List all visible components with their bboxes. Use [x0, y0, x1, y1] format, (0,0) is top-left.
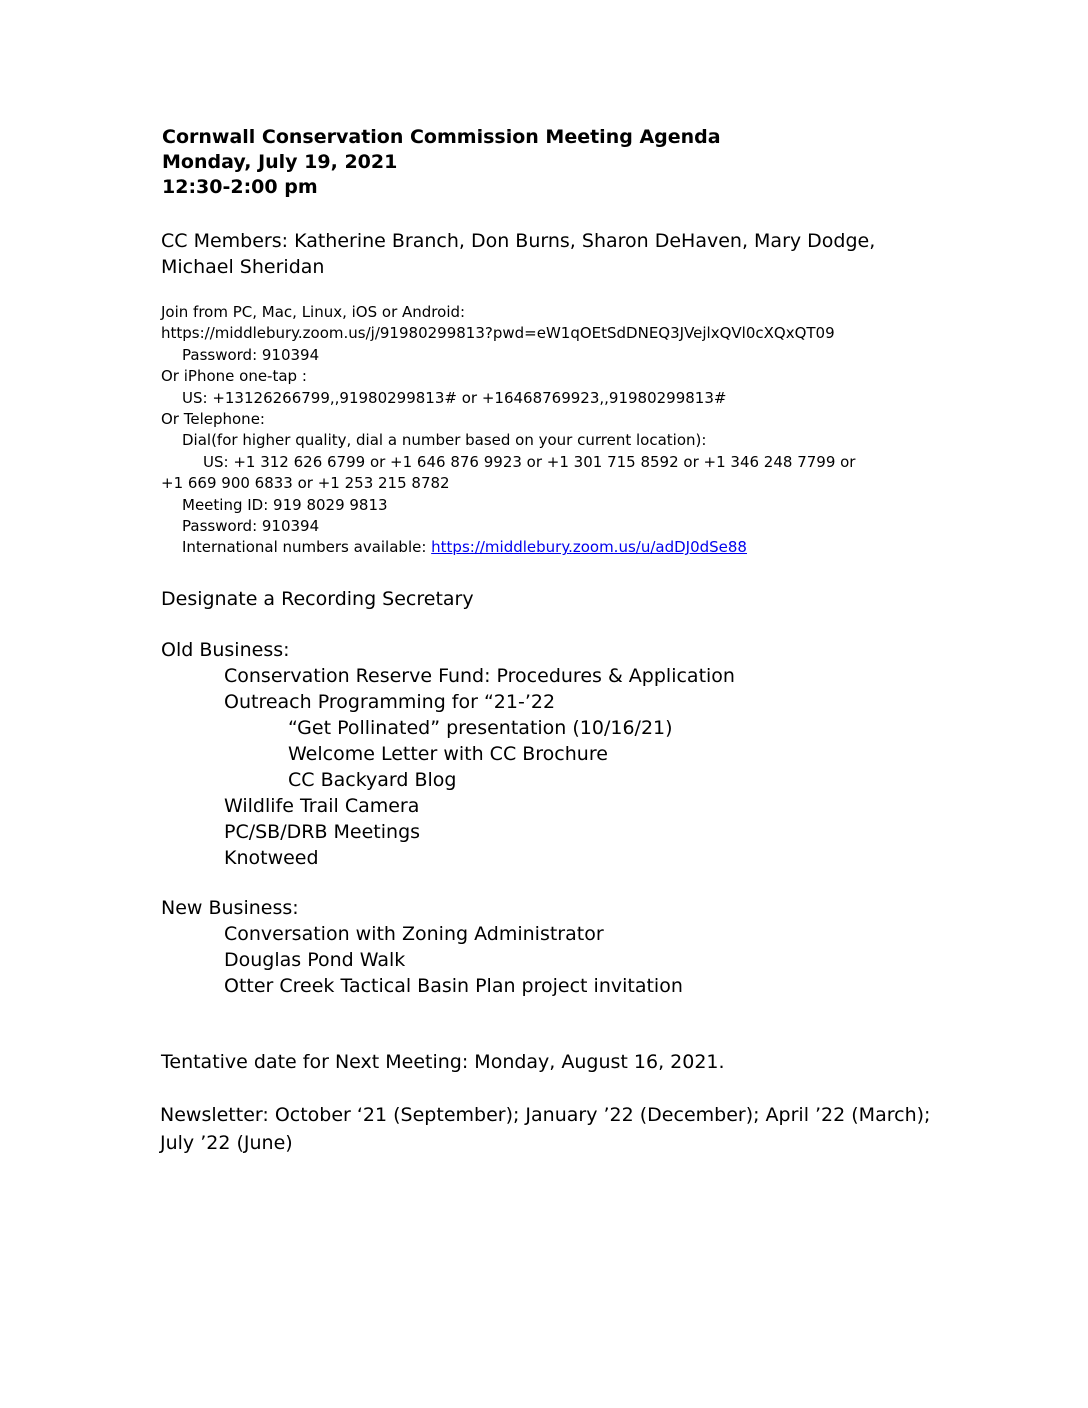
designate-secretary: Designate a Recording Secretary	[161, 588, 474, 610]
iphone-numbers: US: +13126266799,,91980299813# or +16468769923,,91980299813#	[182, 388, 727, 407]
old-business-section	[161, 637, 735, 871]
next-meeting: Tentative date for Next Meeting: Monday, August 16, 2021.	[161, 1051, 725, 1073]
list-item: CC Backyard Blog	[288, 769, 457, 791]
meeting-id: Meeting ID: 919 8029 9813	[182, 495, 388, 514]
meeting-time: 12:30-2:00 pm	[162, 176, 318, 198]
list-item: PC/SB/DRB Meetings	[224, 821, 421, 843]
list-item: Outreach Programming for “21-’22	[224, 691, 556, 713]
agenda-header	[162, 125, 721, 200]
zoom-join-label: Join from PC, Mac, Linux, iOS or Android:	[161, 303, 466, 321]
new-business-section	[161, 895, 683, 999]
telephone-password: Password: 910394	[182, 517, 320, 536]
iphone-label: Or iPhone one-tap :	[161, 367, 307, 386]
list-item: Wildlife Trail Camera	[224, 795, 420, 817]
international-numbers	[161, 537, 855, 558]
cc-members: CC Members: Katherine Branch, Don Burns, Sharon DeHaven, Mary Dodge, Michael Sheridan	[161, 230, 876, 278]
agenda-title: Cornwall Conservation Commission Meeting Agenda	[162, 126, 721, 148]
list-item: Conservation Reserve Fund: Procedures & Application	[224, 665, 735, 687]
list-item: Welcome Letter with CC Brochure	[288, 743, 608, 765]
meeting-date: Monday, July 19, 2021	[162, 151, 398, 173]
zoom-join-url: https://middlebury.zoom.us/j/91980299813?pwd=eW1qOEtSdDNEQ3JVejlxQVl0cXQxQT09	[161, 324, 835, 343]
list-item: Douglas Pond Walk	[224, 949, 406, 971]
list-item: Otter Creek Tactical Basin Plan project invitation	[224, 975, 683, 997]
dial-note: Dial(for higher quality, dial a number based on your current location):	[182, 431, 707, 450]
international-label: International numbers available:	[182, 538, 432, 557]
us-numbers-line-2: +1 669 900 6833 or +1 253 215 8782	[161, 474, 450, 493]
international-link[interactable]: https://middlebury.zoom.us/u/adDJ0dSe88	[431, 538, 747, 557]
telephone-label: Or Telephone:	[161, 410, 265, 429]
old-business-heading: Old Business:	[161, 639, 290, 661]
zoom-info	[161, 302, 855, 559]
list-item: “Get Pollinated” presentation (10/16/21)	[288, 717, 673, 739]
zoom-password: Password: 910394	[182, 345, 320, 364]
new-business-heading: New Business:	[161, 897, 299, 919]
list-item: Conversation with Zoning Administrator	[224, 923, 604, 945]
newsletter-schedule: Newsletter: October ‘21 (September); January ’22 (December); April ’22 (March); July ’22 (June)	[160, 1104, 931, 1154]
us-numbers-line-1: US: +1 312 626 6799 or +1 646 876 9923 or +1 301 715 8592 or +1 346 248 7799 or	[203, 452, 856, 471]
list-item: Knotweed	[224, 847, 319, 869]
